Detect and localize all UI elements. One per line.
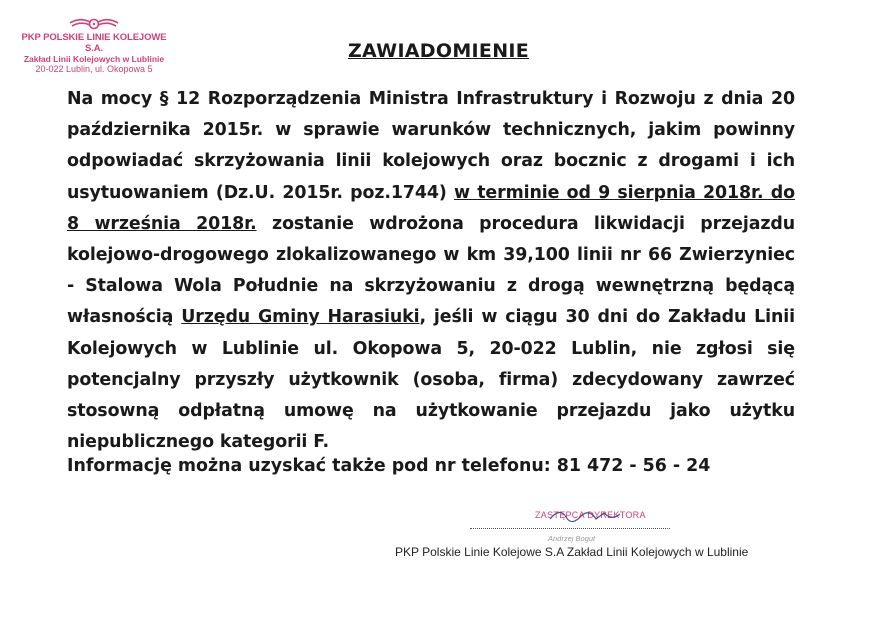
stamp-address: 20-022 Lublin, ul. Okopowa 5 (35, 64, 153, 74)
page-title: ZAWIADOMIENIE (347, 40, 530, 62)
signature-line (470, 528, 670, 529)
footer-company: PKP Polskie Linie Kolejowe S.A Zakład Linii Kolejowych w Lublinie (395, 545, 749, 559)
contact-info: Informację można uzyskać także pod nr telefonu: 81 472 - 56 - 24 (67, 456, 711, 476)
stamp-unit: Zakład Linii Kolejowych w Lublinie (23, 54, 165, 64)
notice-owner: Urzędu Gminy Harasiuki (181, 307, 420, 328)
signatory-name: Andrzej Bogut (548, 534, 596, 543)
notice-text-part1: Na mocy § 12 Rozporządzenia Ministra Infrastruktury i Rozwoju z dnia 20 października 2015r. w sprawie warunków technicznych, jakim powinny odpowiadać skrzyżowania linii kolejowych oraz bocznic z drogami i ich usytuowaniem (Dz.U. 2015r. poz.1744) (67, 89, 795, 203)
notice-text-part3: , jeśli w ciągu 30 dni do Zakładu Linii Kolejowych w Lublinie ul. Okopowa 5, 20-022 Lublin, nie zgłosi się potencjalny przyszły użytkownik (osoba, firma) zdecydowany zawrzeć stosowną odpłatną umowę na użytkowanie przejazdu jako użytku niepublicznego kategorii F. (67, 307, 796, 453)
railway-winged-wheel-icon (66, 14, 122, 32)
notice-term: w terminie od 9 sierpnia 2018r. do 8 września 2018r. (67, 182, 795, 234)
notice-body (67, 84, 795, 458)
signature-stamp: ZASTĘPCA DYREKTORA (535, 510, 646, 520)
notice-text-part2: zostanie wdrożona procedura likwidacji przejazdu kolejowo-drogowego zlokalizowanego w km 39,100 linii nr 66 Zwierzyniec - Stalowa Wola Południe na skrzyżowaniu z drogą wewnętrzną będącą własnością (67, 213, 795, 328)
stamp-company: PKP POLSKIE LINIE KOLEJOWE S.A. (21, 32, 167, 54)
